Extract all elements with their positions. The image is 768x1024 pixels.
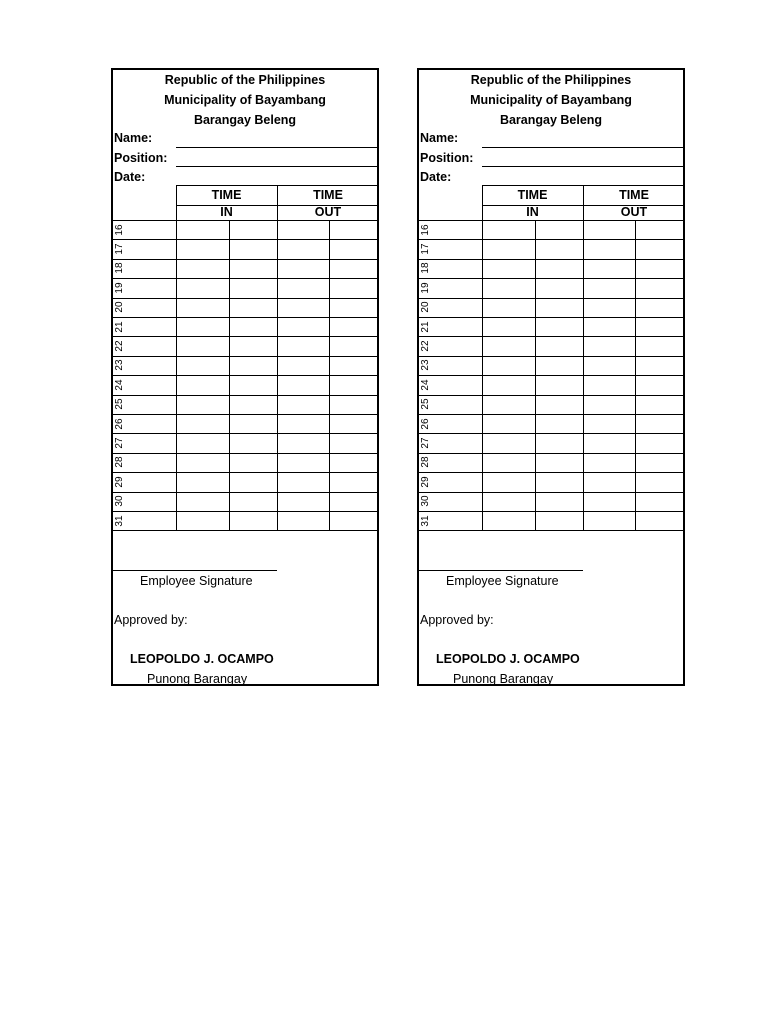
header-line: Republic of the Philippines (470, 73, 632, 87)
time-entry-cell[interactable] (584, 493, 635, 512)
time-entry-cell[interactable] (278, 473, 329, 492)
time-entry-cell[interactable] (330, 473, 379, 492)
time-entry-cell[interactable] (636, 415, 685, 434)
time-entry-cell[interactable] (230, 221, 277, 240)
header-line: Municipality of Bayambang (470, 93, 632, 107)
time-entry-cell[interactable] (584, 357, 635, 376)
time-entry-cell[interactable] (483, 221, 535, 240)
time-entry-cell[interactable] (330, 493, 379, 512)
position-field[interactable] (482, 166, 683, 167)
day-number: 17 (420, 243, 431, 255)
day-number: 21 (420, 320, 431, 333)
day-number: 28 (420, 456, 431, 468)
day-number: 28 (114, 456, 125, 468)
time-out-subheader: OUT (314, 205, 342, 219)
day-number: 30 (420, 495, 431, 507)
approved-by-label: Approved by: (114, 613, 188, 627)
position-field[interactable] (176, 166, 377, 167)
time-entry-cell[interactable] (230, 260, 277, 279)
day-number: 17 (114, 243, 125, 255)
time-entry-cell[interactable] (483, 260, 535, 279)
time-entry-cell[interactable] (278, 357, 329, 376)
time-in-subheader: IN (526, 205, 539, 219)
time-entry-cell[interactable] (636, 493, 685, 512)
day-number: 23 (114, 359, 125, 371)
day-number: 31 (420, 514, 431, 527)
approver-title: Punong Barangay (453, 672, 554, 686)
time-entry-cell[interactable] (330, 279, 379, 298)
employee-signature-label: Employee Signature (446, 574, 559, 588)
day-number: 30 (114, 495, 125, 507)
time-entry-cell[interactable] (536, 376, 583, 395)
day-number: 20 (114, 301, 125, 313)
time-entry-cell[interactable] (278, 396, 329, 415)
time-entry-cell[interactable] (536, 240, 583, 259)
day-number: 16 (420, 223, 431, 236)
time-entry-cell[interactable] (230, 434, 277, 453)
time-entry-cell[interactable] (177, 396, 229, 415)
day-number: 21 (114, 320, 125, 333)
time-entry-cell[interactable] (536, 396, 583, 415)
day-number: 29 (114, 476, 125, 488)
day-number: 24 (114, 379, 125, 391)
time-entry-cell[interactable] (483, 279, 535, 298)
day-number: 16 (114, 223, 125, 236)
time-entry-cell[interactable] (177, 357, 229, 376)
time-entry-cell[interactable] (330, 318, 379, 337)
header-line: Republic of the Philippines (164, 73, 326, 87)
time-entry-cell[interactable] (636, 512, 685, 531)
time-entry-cell[interactable] (177, 473, 229, 492)
time-entry-cell[interactable] (483, 299, 535, 318)
time-out-header: TIME (313, 188, 343, 202)
time-entry-cell[interactable] (536, 512, 583, 531)
time-entry-cell[interactable] (584, 473, 635, 492)
time-entry-cell[interactable] (177, 493, 229, 512)
time-entry-cell[interactable] (483, 454, 535, 473)
time-entry-cell[interactable] (177, 454, 229, 473)
day-number: 24 (420, 379, 431, 391)
time-in-header: TIME (517, 188, 548, 202)
time-entry-cell[interactable] (636, 357, 685, 376)
time-entry-cell[interactable] (536, 279, 583, 298)
time-entry-cell[interactable] (177, 318, 229, 337)
time-entry-cell[interactable] (483, 493, 535, 512)
time-entry-cell[interactable] (636, 434, 685, 453)
employee-signature-label: Employee Signature (140, 574, 253, 588)
time-entry-cell[interactable] (636, 240, 685, 259)
time-entry-cell[interactable] (330, 512, 379, 531)
time-entry-cell[interactable] (230, 454, 277, 473)
time-entry-cell[interactable] (278, 376, 329, 395)
time-entry-cell[interactable] (177, 279, 229, 298)
day-number: 26 (420, 417, 431, 430)
day-number: 27 (420, 437, 431, 449)
time-entry-cell[interactable] (230, 337, 277, 356)
time-entry-cell[interactable] (483, 415, 535, 434)
header-line: Barangay Beleng (499, 113, 603, 127)
approved-by-label: Approved by: (420, 613, 494, 627)
day-number: 26 (114, 417, 125, 430)
time-entry-cell[interactable] (278, 415, 329, 434)
time-entry-cell[interactable] (278, 240, 329, 259)
time-entry-cell[interactable] (177, 299, 229, 318)
time-entry-cell[interactable] (636, 318, 685, 337)
approver-title: Punong Barangay (147, 672, 248, 686)
day-number: 20 (420, 301, 431, 313)
day-number: 22 (420, 340, 431, 352)
day-number: 25 (114, 398, 125, 410)
day-number: 19 (114, 282, 125, 294)
day-number: 23 (420, 359, 431, 371)
approver-name: LEOPOLDO J. OCAMPO (436, 652, 580, 666)
name-field[interactable] (176, 147, 377, 148)
name-label: Name: (420, 131, 459, 145)
time-in-subheader: IN (220, 205, 233, 219)
name-field[interactable] (482, 147, 683, 148)
time-entry-cell[interactable] (330, 337, 379, 356)
date-label: Date: (420, 170, 452, 184)
time-entry-cell[interactable] (536, 434, 583, 453)
time-entry-cell[interactable] (636, 454, 685, 473)
time-entry-cell[interactable] (636, 376, 685, 395)
time-entry-cell[interactable] (330, 454, 379, 473)
time-entry-cell[interactable] (636, 260, 685, 279)
time-entry-cell[interactable] (177, 376, 229, 395)
day-number: 18 (114, 262, 125, 274)
time-entry-cell[interactable] (230, 415, 277, 434)
time-entry-cell[interactable] (636, 473, 685, 492)
time-entry-cell[interactable] (584, 337, 635, 356)
date-label: Date: (114, 170, 146, 184)
time-entry-cell[interactable] (278, 454, 329, 473)
time-entry-cell[interactable] (330, 221, 379, 240)
time-entry-cell[interactable] (278, 260, 329, 279)
day-number: 25 (420, 398, 431, 410)
time-entry-cell[interactable] (584, 415, 635, 434)
time-entry-cell[interactable] (330, 415, 379, 434)
time-entry-cell[interactable] (278, 318, 329, 337)
time-entry-cell[interactable] (584, 454, 635, 473)
time-entry-cell[interactable] (536, 493, 583, 512)
time-entry-cell[interactable] (536, 260, 583, 279)
time-entry-cell[interactable] (177, 415, 229, 434)
time-entry-cell[interactable] (278, 221, 329, 240)
time-entry-cell[interactable] (278, 434, 329, 453)
time-entry-cell[interactable] (330, 376, 379, 395)
time-entry-cell[interactable] (636, 221, 685, 240)
time-entry-cell[interactable] (230, 279, 277, 298)
time-entry-cell[interactable] (230, 396, 277, 415)
time-entry-cell[interactable] (636, 279, 685, 298)
time-entry-cell[interactable] (584, 260, 635, 279)
day-number: 18 (420, 262, 431, 274)
time-entry-cell[interactable] (177, 337, 229, 356)
time-out-subheader: OUT (620, 205, 648, 219)
time-entry-cell[interactable] (636, 337, 685, 356)
time-entry-cell[interactable] (536, 454, 583, 473)
time-entry-cell[interactable] (584, 434, 635, 453)
approver-name: LEOPOLDO J. OCAMPO (130, 652, 274, 666)
time-entry-cell[interactable] (536, 299, 583, 318)
day-number: 19 (420, 282, 431, 294)
time-entry-cell[interactable] (584, 240, 635, 259)
time-entry-cell[interactable] (584, 221, 635, 240)
time-entry-cell[interactable] (536, 473, 583, 492)
time-in-header: TIME (211, 188, 242, 202)
time-entry-cell[interactable] (230, 376, 277, 395)
time-entry-cell[interactable] (278, 337, 329, 356)
time-entry-cell[interactable] (584, 279, 635, 298)
dtr-card (417, 68, 685, 686)
time-entry-cell[interactable] (330, 299, 379, 318)
time-entry-cell[interactable] (330, 260, 379, 279)
time-entry-cell[interactable] (230, 512, 277, 531)
time-entry-cell[interactable] (483, 376, 535, 395)
time-entry-cell[interactable] (536, 415, 583, 434)
time-entry-cell[interactable] (483, 396, 535, 415)
position-label: Position: (420, 151, 474, 165)
dtr-card (111, 68, 379, 686)
day-number: 29 (420, 476, 431, 488)
time-entry-cell[interactable] (278, 299, 329, 318)
time-entry-cell[interactable] (584, 396, 635, 415)
time-entry-cell[interactable] (278, 279, 329, 298)
time-entry-cell[interactable] (483, 357, 535, 376)
time-entry-cell[interactable] (536, 337, 583, 356)
header-line: Barangay Beleng (193, 113, 297, 127)
time-entry-cell[interactable] (536, 357, 583, 376)
time-entry-cell[interactable] (230, 493, 277, 512)
time-entry-cell[interactable] (636, 396, 685, 415)
time-entry-cell[interactable] (177, 221, 229, 240)
day-number: 27 (114, 437, 125, 449)
time-entry-cell[interactable] (536, 318, 583, 337)
time-entry-cell[interactable] (177, 240, 229, 259)
time-entry-cell[interactable] (278, 512, 329, 531)
day-number: 31 (114, 514, 125, 527)
time-entry-cell[interactable] (330, 240, 379, 259)
time-entry-cell[interactable] (230, 299, 277, 318)
time-entry-cell[interactable] (230, 240, 277, 259)
time-entry-cell[interactable] (483, 434, 535, 453)
signature-line[interactable] (113, 570, 277, 571)
header-line: Municipality of Bayambang (164, 93, 326, 107)
time-entry-cell[interactable] (584, 299, 635, 318)
signature-line[interactable] (419, 570, 583, 571)
time-entry-cell[interactable] (483, 473, 535, 492)
time-entry-cell[interactable] (330, 357, 379, 376)
time-entry-cell[interactable] (584, 376, 635, 395)
time-entry-cell[interactable] (330, 434, 379, 453)
time-entry-cell[interactable] (483, 318, 535, 337)
name-label: Name: (114, 131, 153, 145)
position-label: Position: (114, 151, 168, 165)
time-entry-cell[interactable] (636, 299, 685, 318)
time-entry-cell[interactable] (177, 434, 229, 453)
time-entry-cell[interactable] (483, 240, 535, 259)
time-entry-cell[interactable] (230, 357, 277, 376)
time-entry-cell[interactable] (177, 512, 229, 531)
time-entry-cell[interactable] (330, 396, 379, 415)
time-entry-cell[interactable] (483, 512, 535, 531)
time-entry-cell[interactable] (584, 512, 635, 531)
time-entry-cell[interactable] (177, 260, 229, 279)
time-entry-cell[interactable] (483, 337, 535, 356)
time-entry-cell[interactable] (230, 473, 277, 492)
time-entry-cell[interactable] (536, 221, 583, 240)
day-number: 22 (114, 340, 125, 352)
time-out-header: TIME (619, 188, 649, 202)
time-entry-cell[interactable] (584, 318, 635, 337)
time-entry-cell[interactable] (278, 493, 329, 512)
time-entry-cell[interactable] (230, 318, 277, 337)
